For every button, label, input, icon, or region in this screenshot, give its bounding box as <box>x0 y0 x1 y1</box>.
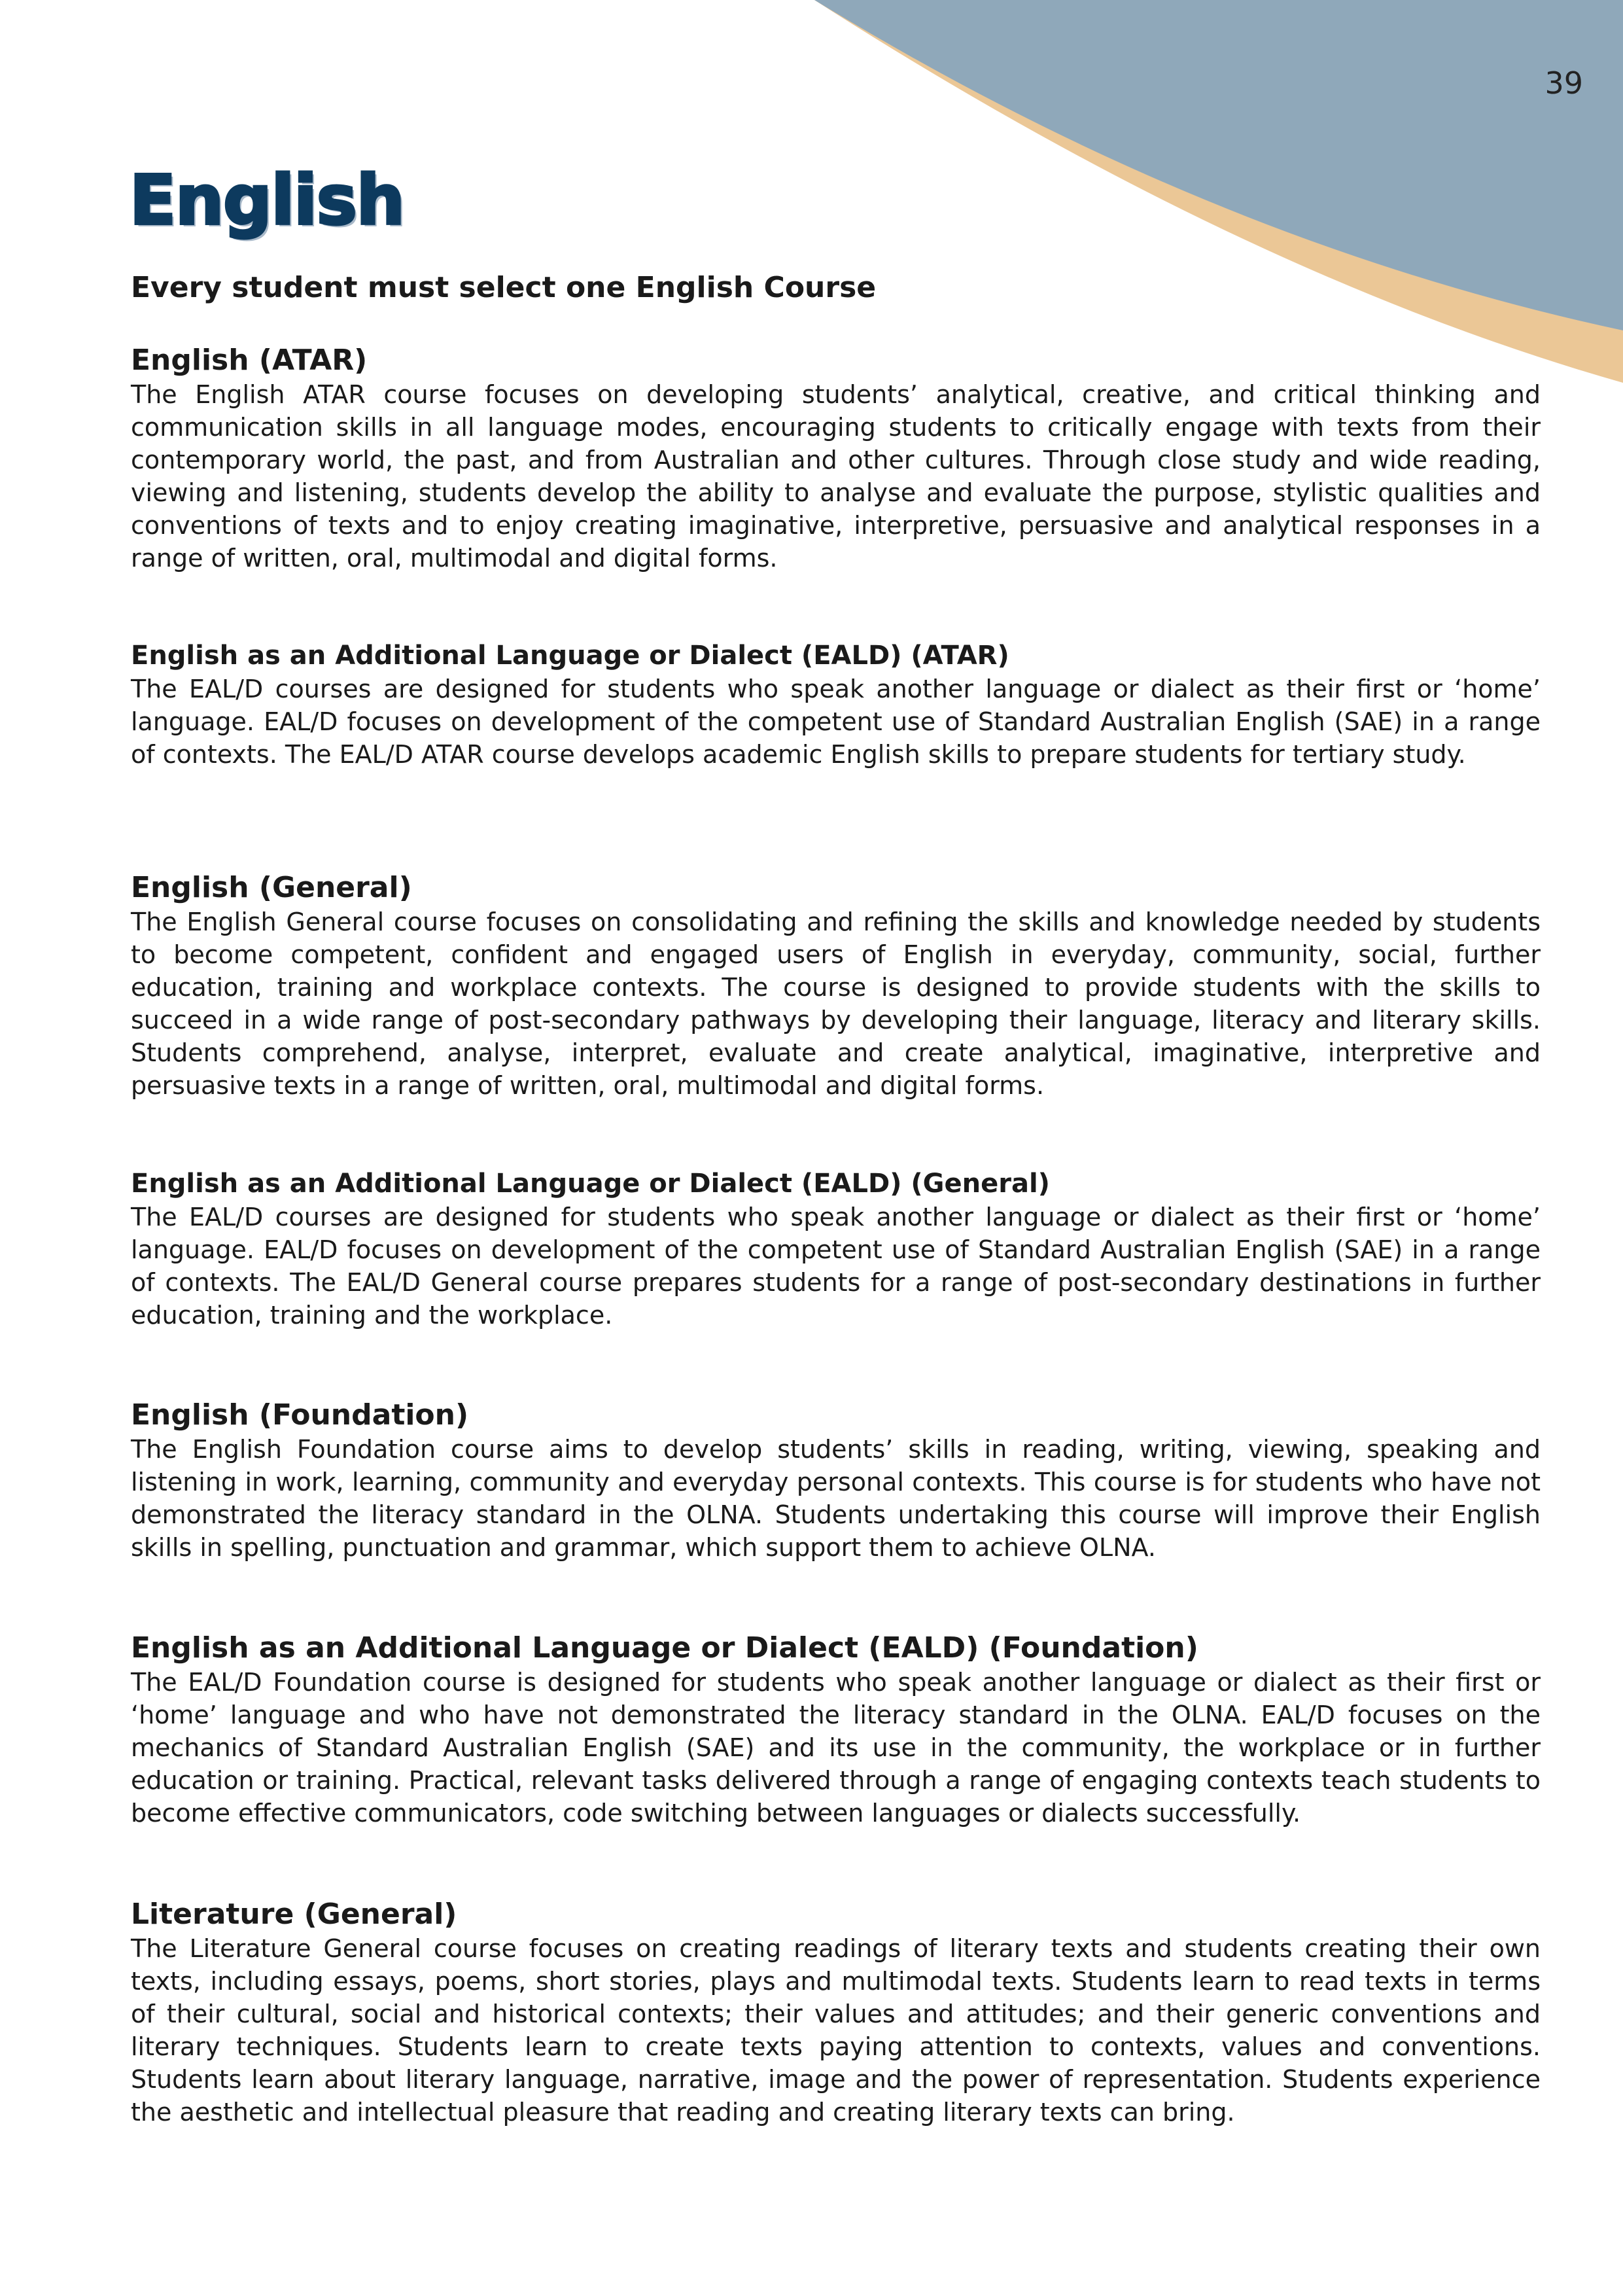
section-heading: English (Foundation) <box>131 1398 469 1432</box>
page-subtitle: Every student must select one English Course <box>131 271 877 304</box>
section-literature-general <box>131 1897 1541 2128</box>
section-english-general <box>131 870 1541 1102</box>
section-heading: English (ATAR) <box>131 344 368 377</box>
blue-swoosh <box>814 0 1623 330</box>
section-body: The English General course focuses on consolidating and refining the skills and knowledge needed by students to become competent, confident and engaged users of English in everyday, community, social, further education, training and workplace contexts. The course is designed to provide students with the skills to succeed in a wide range of post-secondary pathways by developing their language, literacy and literary skills. Students comprehend, analyse, interpret, evaluate and create analytical, imaginative, interpretive and persuasive texts in a range of written, oral, multimodal and digital forms. <box>131 908 1541 1100</box>
section-body: The English ATAR course focuses on developing students’ analytical, creative, and critical thinking and communication skills in all language modes, encouraging students to critically engage with texts from their contemporary world, the past, and from Australian and other cultures. Through close study and wide reading, viewing and listening, students develop the ability to analyse and evaluate the purpose, stylistic qualities and conventions of texts and to enjoy creating imaginative, interpretive, persuasive and analytical responses in a range of written, oral, multimodal and digital forms. <box>131 380 1541 573</box>
section-english-atar <box>131 343 1541 574</box>
page-number: 39 <box>1544 65 1583 101</box>
section-heading: English as an Additional Language or Dialect (EALD) (ATAR) <box>131 641 1009 671</box>
section-english-foundation <box>131 1398 1541 1564</box>
section-eald-atar <box>131 639 1541 771</box>
section-heading: English as an Additional Language or Dialect (EALD) (General) <box>131 1169 1050 1199</box>
section-heading: English as an Additional Language or Dialect (EALD) (Foundation) <box>131 1631 1198 1665</box>
section-body: The English Foundation course aims to develop students’ skills in reading, writing, viewing, speaking and listening in work, learning, community and everyday personal contexts. This course is for students who have not demonstrated the literacy standard in the OLNA. Students undertaking this course will improve their English skills in spelling, punctuation and grammar, which support them to achieve OLNA. <box>131 1435 1541 1562</box>
section-body: The Literature General course focuses on creating readings of literary texts and students creating their own texts, including essays, poems, short stories, plays and multimodal texts. Students learn to read texts in terms of their cultural, social and historical contexts; their values and attitudes; and their generic conventions and literary techniques. Students learn to create texts paying attention to contexts, values and conventions. Students learn about literary language, narrative, image and the power of representation. Students experience the aesthetic and intellectual pleasure that reading and creating literary texts can bring. <box>131 1934 1541 2127</box>
section-eald-foundation <box>131 1631 1541 1829</box>
section-body: The EAL/D courses are designed for students who speak another language or dialect as their first or ‘home’ language. EAL/D focuses on development of the competent use of Standard Australian English (SAE) in a range of contexts. The EAL/D ATAR course develops academic English skills to prepare students for tertiary study. <box>131 675 1541 769</box>
section-eald-general <box>131 1167 1541 1332</box>
page-title: English <box>130 160 404 240</box>
section-heading: English (General) <box>131 871 412 904</box>
section-body: The EAL/D courses are designed for students who speak another language or dialect as their first or ‘home’ language. EAL/D focuses on development of the competent use of Standard Australian English (SAE) in a range of contexts. The EAL/D General course prepares students for a range of post-secondary destinations in further education, training and the workplace. <box>131 1203 1541 1330</box>
section-body: The EAL/D Foundation course is designed for students who speak another language or dialect as their first or ‘home’ language and who have not demonstrated the literacy standard in the OLNA. EAL/D focuses on the mechanics of Standard Australian English (SAE) and its use in the community, the workplace or in further education or training. Practical, relevant tasks delivered through a range of engaging contexts teach students to become effective communicators, code switching between languages or dialects successfully. <box>131 1668 1541 1828</box>
section-heading: Literature (General) <box>131 1898 457 1931</box>
